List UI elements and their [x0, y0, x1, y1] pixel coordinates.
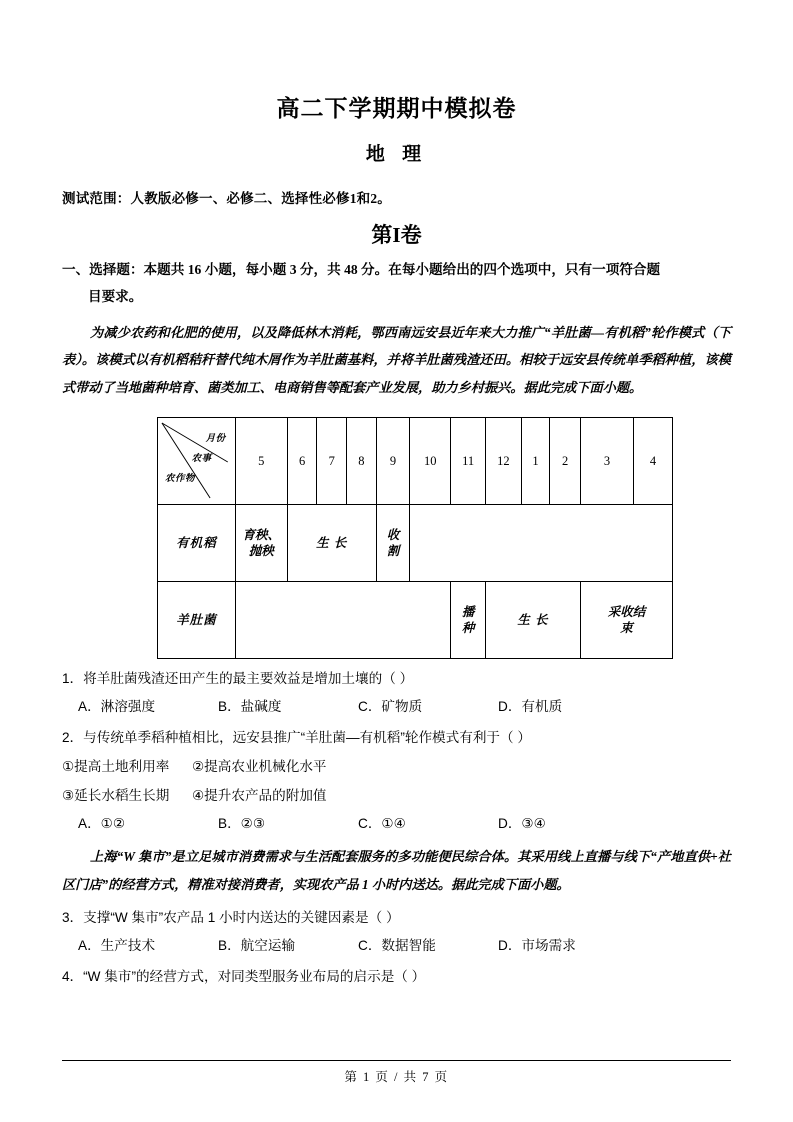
month-header-cell: 10 [410, 418, 451, 505]
option-c[interactable]: C．①④ [358, 815, 406, 831]
month-header-cell: 12 [485, 418, 521, 505]
section-title-volume-1: 第I卷 [371, 222, 422, 247]
option-d[interactable]: D．有机质 [498, 699, 563, 715]
page-title: 高二下学期期中模拟卷 [276, 95, 517, 121]
sub-option-4: ④提升农产品的附加值 [192, 787, 327, 803]
question-2-sub-options-row-2 [62, 778, 731, 807]
option-d[interactable]: D．③④ [498, 815, 546, 831]
question-2-sub-options-row-1 [62, 749, 731, 778]
corner-label-farmwork: 农事 [191, 454, 212, 465]
part-one-heading [62, 250, 731, 310]
question-2-stem: 2．与传统单季稻种植相比，远安县推广“羊肚菌—有机稻”轮作模式有利于（ ） [62, 730, 531, 746]
option-d[interactable]: D．市场需求 [498, 938, 576, 954]
crop-rotation-table [157, 417, 673, 659]
stage-cell: 播 种 [451, 582, 486, 659]
sub-option-1: ①提高土地利用率 [62, 759, 170, 775]
material-passage-2: 上海“W 集市”是立足城市消费需求与生活配套服务的多功能便民综合体。其采用线上直播与线下“产地直供+社区门店”的经营方式，精准对接消费者，实现农产品 1 小时内送达。据此完成下面小题。 [62, 849, 731, 892]
table-row-morel-mushroom [158, 582, 673, 659]
sub-option-3: ③延长水稻生长期 [62, 787, 170, 803]
month-header-cell: 8 [347, 418, 377, 505]
option-a[interactable]: A．淋溶强度 [78, 699, 156, 715]
month-header-cell: 3 [580, 418, 633, 505]
question-1-options [62, 690, 731, 718]
question-2-options [62, 807, 731, 835]
corner-label-month: 月份 [205, 434, 226, 445]
part-one-heading-line1: 一、选择题：本题共 16 小题，每小题 3 分，共 48 分。在每小题给出的四个选项中，只有一项符合题 [62, 262, 661, 278]
month-header-cell: 5 [235, 418, 287, 505]
month-header-cell: 7 [317, 418, 347, 505]
option-b[interactable]: B．盐碱度 [218, 699, 282, 715]
question-3-options [62, 929, 731, 957]
month-header-cell: 11 [451, 418, 486, 505]
stage-cell: 采收结 束 [580, 582, 672, 659]
stage-cell: 生 长 [485, 582, 580, 659]
month-header-cell: 4 [634, 418, 673, 505]
table-corner-header [158, 418, 236, 505]
month-header-cell: 1 [521, 418, 550, 505]
part-one-heading-line2: 目要求。 [88, 288, 143, 304]
crop-name-cell: 羊肚菌 [158, 582, 236, 659]
question-4-stem: 4．“W 集市”的经营方式，对同类型服务业布局的启示是（ ） [62, 969, 426, 985]
subject-title: 地 理 [365, 144, 428, 166]
month-header-cell: 6 [287, 418, 317, 505]
option-c[interactable]: C．数据智能 [358, 938, 436, 954]
table-row-organic-rice [158, 505, 673, 582]
page-footer [62, 1060, 731, 1086]
stage-cell-empty [410, 505, 673, 582]
stage-cell: 生 长 [287, 505, 376, 582]
crop-name-cell: 有机稻 [158, 505, 236, 582]
month-header-cell: 9 [376, 418, 410, 505]
option-a[interactable]: A．①② [78, 815, 126, 831]
table-header-row [158, 418, 673, 505]
material-passage-1: 为减少农药和化肥的使用，以及降低林木消耗，鄂西南远安县近年来大力推广“羊肚菌—有机稻”轮作模式（下表）。该模式以有机稻秸秆替代纯木屑作为羊肚菌基料，并将羊肚菌残渣还田。相较于远安县传统单季稻种植，该模式带动了当地菌种培育、菌类加工、电商销售等配套产业发展，助力乡村振兴。据此完成下面小题。 [62, 325, 731, 395]
month-header-cell: 2 [550, 418, 581, 505]
page-number: 第 1 页 / 共 7 页 [344, 1070, 449, 1084]
option-b[interactable]: B．②③ [218, 815, 266, 831]
option-a[interactable]: A．生产技术 [78, 938, 156, 954]
option-b[interactable]: B．航空运输 [218, 938, 296, 954]
stage-cell: 收 割 [376, 505, 410, 582]
stage-cell-empty [235, 582, 451, 659]
question-1-stem: 1．将羊肚菌残渣还田产生的最主要效益是增加土壤的（ ） [62, 671, 414, 687]
option-c[interactable]: C．矿物质 [358, 699, 423, 715]
corner-label-crop: 农作物 [165, 474, 196, 485]
crop-rotation-table-wrapper [62, 401, 731, 659]
stage-cell: 育秧、 抛秧 [235, 505, 287, 582]
question-3-stem: 3．支撑“W 集市”农产品 1 小时内送达的关键因素是（ ） [62, 910, 400, 926]
test-scope-line: 测试范围：人教版必修一、必修二、选择性必修1和2。 [62, 190, 391, 206]
sub-option-2: ②提高农业机械化水平 [192, 759, 327, 775]
footer-divider [62, 1060, 731, 1061]
